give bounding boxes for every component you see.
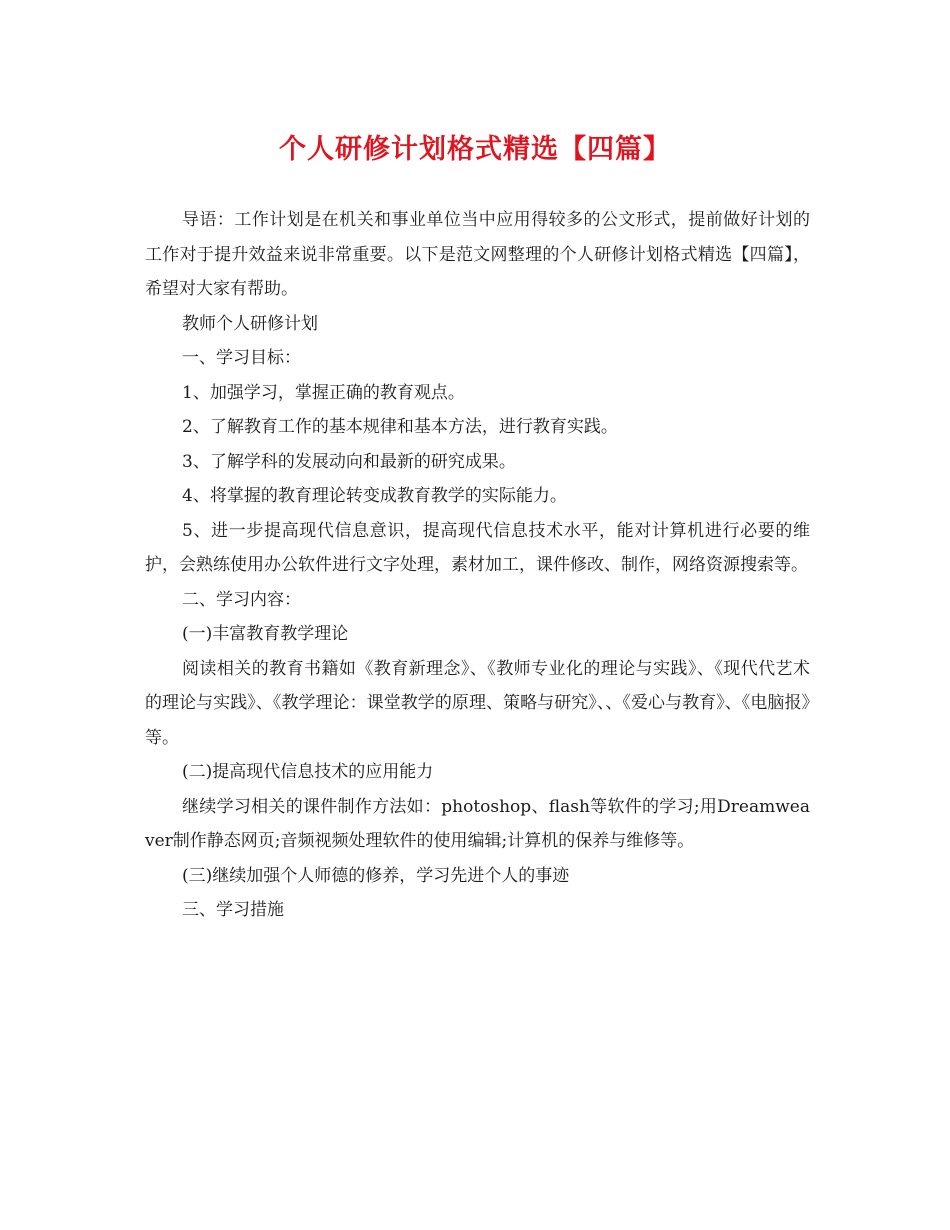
goal-item-5: 5、进一步提高现代信息意识，提高现代信息技术水平，能对计算机进行必要的维护，会熟练使用办公软件进行文字处理，素材加工，课件修改、制作，网络资源搜索等。 xyxy=(145,520,810,575)
goal-item-2: 2、了解教育工作的基本规律和基本方法，进行教育实践。 xyxy=(182,417,618,437)
subheading-ethics: (三)继续加强个人师德的修养，学习先进个人的事迹 xyxy=(182,865,570,886)
subheading-theory: (一)丰富教育教学理论 xyxy=(182,624,349,644)
theory-paragraph: 阅读相关的教育书籍如《教育新理念》、《教师专业化的理论与实践》、《现代代艺术的理论与实践》、《教学理论：课堂教学的原理、策略与研究》、、《爱心与教育》、《电脑报》等。 xyxy=(145,658,810,748)
document-title: 个人研修计划格式精选【四篇】 xyxy=(279,134,671,165)
subheading-it-skills: (二)提高现代信息技术的应用能力 xyxy=(182,762,434,782)
goal-item-1: 1、加强学习，掌握正确的教育观点。 xyxy=(182,382,465,403)
section-heading-content: 二、学习内容： xyxy=(182,589,301,610)
it-skills-paragraph: 继续学习相关的课件制作方法如：photoshop、flash等软件的学习;用Dreamweaver制作静态网页;音频视频处理软件的使用编辑;计算机的保养与维修等。 xyxy=(145,796,810,851)
goal-item-4: 4、将掌握的教育理论转变成教育教学的实际能力。 xyxy=(182,486,567,506)
document-body xyxy=(145,203,810,928)
goal-item-3: 3、了解学科的发展动向和最新的研究成果。 xyxy=(182,451,516,472)
section-heading-goals: 一、学习目标： xyxy=(182,348,301,368)
section-heading-teacher-plan: 教师个人研修计划 xyxy=(182,313,318,334)
intro-paragraph: 导语：工作计划是在机关和事业单位当中应用得较多的公文形式，提前做好计划的工作对于提升效益来说非常重要。以下是范文网整理的个人研修计划格式精选【四篇】，希望对大家有帮助。 xyxy=(145,210,810,299)
section-heading-measures: 三、学习措施 xyxy=(182,900,284,920)
